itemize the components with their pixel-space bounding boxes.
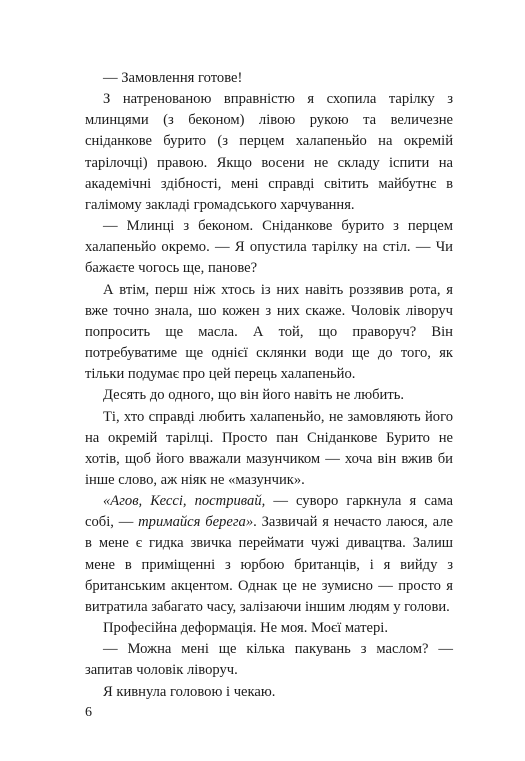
paragraph-10: Я кивнула головою і чекаю. (103, 683, 276, 700)
page-number: 6 (85, 705, 92, 720)
paragraph-7 (85, 491, 453, 618)
paragraph-4: А втім, перш ніж хтось із них навіть роззявив рота, я вже точно знала, шо кожен з них скаже. Чоловік ліворуч попросить ще масла. А той, що праворуч? Він потребуватиме ще однієї склянки води ще до того, як тільки подумає про цей перець халапеньйо. (85, 281, 453, 383)
italic-phrase-1: «Агов, Кессі, постривай, (103, 493, 266, 510)
paragraph-7-text-1: — суворо гаркнула я сама собі, — (85, 493, 454, 531)
paragraph-7-text-2: . Зазвичай я нечасто лаюся, але в мене є гидка звичка переймати чужі дивацтва. Залиш мене в приміщенні з юрбою британців, і я вийду з британським акцентом. Однак це не зумисно — просто я витратила забагато часу, залізаючи іншим людям у голови. (85, 514, 453, 615)
body-text (85, 68, 453, 703)
paragraph-6: Ті, хто справді любить халапеньйо, не замовляють його на окремій тарілці. Просто пан Сніданкове Бурито не хотів, щоб його вважали мазунчиком — хоча він вжив би інше слово, аж ніяк не «мазунчик». (85, 408, 453, 488)
paragraph-9: — Можна мені ще кілька пакувань з маслом? — запитав чоловік ліворуч. (85, 641, 453, 679)
paragraph-8: Професійна деформація. Не моя. Моєї матері. (103, 620, 388, 637)
paragraph-2: З натренованою вправністю я схопила тарілку з млинцями (з беконом) лівою рукою та величезне сніданкове бурито (з перцем халапеньйо на окремій тарілочці) правою. Якщо восени не складу іспити на академічні здібності, мені справді світить майбутнє в галімому закладі громадського харчування. (85, 91, 453, 213)
italic-phrase-2: тримайся берега» (138, 514, 254, 531)
paragraph-3: — Млинці з беконом. Сніданкове бурито з перцем халапеньйо окремо. — Я опустила тарілку на стіл. — Чи бажаєте чогось ще, панове? (85, 218, 453, 277)
paragraph-1: — Замовлення готове! (103, 70, 243, 86)
paragraph-5: Десять до одного, що він його навіть не любить. (103, 387, 405, 404)
